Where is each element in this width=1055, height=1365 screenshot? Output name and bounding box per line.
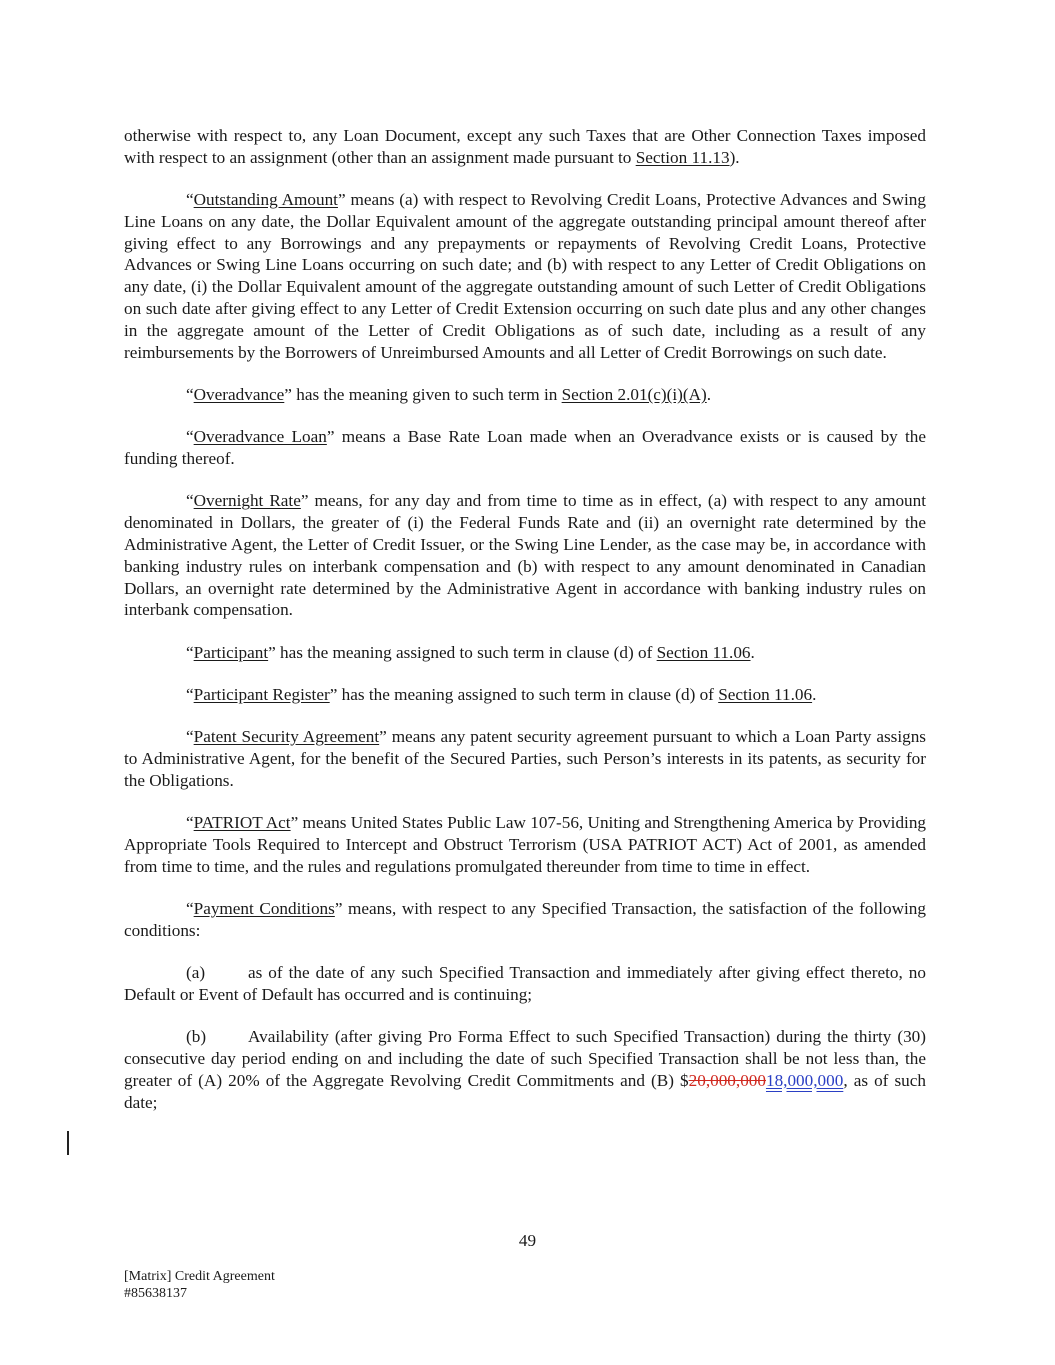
section-reference: Section 11.13: [635, 147, 730, 167]
open-quote: “: [186, 813, 194, 833]
deleted-text: 20,000,000: [688, 1070, 766, 1090]
open-quote: “: [186, 384, 194, 404]
clause-text: , as of such date;: [124, 1070, 926, 1112]
definition-text: ” has the meaning assigned to such term in clause (d) of: [329, 684, 719, 704]
clause-number: (b): [186, 1027, 207, 1047]
clause-text: as of the date of any such Specified Transaction and immediately after giving effect thereto, no Default or Event of Default has occurred and is continuing;: [124, 963, 926, 1004]
definition-text: ” means (a) with respect to Revolving Credit Loans, Protective Advances and Swing Line Loans on any date, the Dollar Equivalent amount of the aggregate outstanding principal amount thereof after giving effect to any Borrowings and any prepayments or repayments of Revolving Credit Loans, Protective Advances or Swing Line Loans occurring on such date; and (b) with respect to any Letter of Credit Obligations on any date, (i) the Dollar Equivalent amount of the aggregate outstanding amount of such Letter of Credit Obligations on such date after giving effect to any Letter of Credit Extension occurring on such date plus and any other changes in the aggregate amount of the Letter of Credit Obligations as of such date, including as a result of any reimbursements by the Borrowers of Unreimbursed Amounts and all Letter of Credit Borrowings on such date.: [124, 190, 926, 362]
definition-participant: [124, 642, 926, 664]
definition-text: ” has the meaning given to such term in: [284, 384, 562, 404]
definition-outstanding-amount: [124, 189, 926, 363]
definition-text: .: [750, 642, 755, 662]
inserted-text: 18,000,000: [765, 1070, 844, 1090]
definition-text: ” means United States Public Law 107-56, Uniting and Strengthening America by Providing Appropriate Tools Required to Intercept and Obstruct Terrorism (USA PATRIOT ACT) Act of 2001, as amended from time to time, and the rules and regulations promulgated thereunder from time to time in effect.: [124, 813, 927, 876]
definition-patent-security-agreement: [124, 726, 926, 791]
clause-text: Availability (after giving Pro Forma Effect to such Specified Transaction) during the thirty (30) consecutive day period ending on and including the date of such Specified Transaction shall be not less than, the greater of (A) 20% of the Aggregate Revolving Credit Commitments and (B) $: [124, 1027, 926, 1090]
section-reference: Section 11.06: [656, 642, 751, 662]
footer-title: [Matrix] Credit Agreement: [124, 1269, 275, 1284]
defined-term: Overadvance Loan: [193, 427, 327, 447]
definition-overadvance-loan: [124, 426, 926, 470]
paragraph-text: ).: [729, 147, 740, 167]
definition-text: .: [706, 384, 712, 404]
definition-text: ” means any patent security agreement pursuant to which a Loan Party assigns to Administrative Agent, for the benefit of the Secured Parties, such Person’s interests in its patents, as security for the Obligations.: [124, 727, 926, 790]
definition-patriot-act: [124, 812, 926, 877]
page-number: 49: [518, 1231, 537, 1250]
defined-term: Patent Security Agreement: [193, 727, 380, 747]
open-quote: “: [186, 427, 194, 447]
defined-term: Participant: [193, 642, 269, 662]
change-bar: [67, 1131, 69, 1155]
open-quote: “: [186, 899, 194, 919]
open-quote: “: [186, 642, 194, 662]
definition-payment-conditions: [124, 898, 926, 942]
footer-document-id: #85638137: [124, 1286, 187, 1301]
definition-text: ” has the meaning assigned to such term in clause (d) of: [268, 642, 657, 662]
definition-text: ” means, for any day and from time to time as in effect, (a) with respect to any amount denominated in Dollars, the greater of (i) the Federal Funds Rate and (ii) an overnight rate determined by the Administrative Agent, the Letter of Credit Issuer, or the Swing Line Lender, as the case may be, in accordance with banking industry rules on interbank compensation and (b) with respect to any amount denominated in Canadian Dollars, an overnight rate determined by the Administrative Agent in accordance with banking industry rules on interbank compensation.: [124, 491, 926, 620]
definition-text: ” means a Base Rate Loan made when an Overadvance exists or is caused by the funding thereof.: [124, 427, 926, 469]
definition-text: ” means, with respect to any Specified Transaction, the satisfaction of the following conditions:: [124, 899, 926, 940]
paragraph-continuation: [124, 125, 926, 169]
section-reference: Section 11.06: [718, 684, 813, 704]
document-footer: [124, 1268, 275, 1302]
section-reference: Section 2.01(c)(i)(A): [561, 384, 707, 404]
defined-term: Payment Conditions: [193, 899, 335, 919]
open-quote: “: [186, 190, 194, 210]
defined-term: Participant Register: [193, 684, 330, 704]
definition-text: .: [812, 684, 817, 704]
defined-term: Overadvance: [193, 384, 285, 404]
definition-participant-register: [124, 684, 926, 706]
clause-b: [124, 1026, 926, 1113]
open-quote: “: [186, 684, 194, 704]
paragraph-text: otherwise with respect to, any Loan Document, except any such Taxes that are Other Connection Taxes imposed with respect to an assignment (other than an assignment made pursuant to: [124, 126, 926, 167]
clause-a: [124, 962, 926, 1006]
open-quote: “: [186, 727, 194, 747]
document-body: [124, 125, 926, 1134]
defined-term: Outstanding Amount: [193, 190, 338, 210]
clause-number: (a): [186, 963, 206, 983]
open-quote: “: [186, 491, 194, 511]
definition-overnight-rate: [124, 490, 926, 621]
defined-term: Overnight Rate: [193, 491, 301, 511]
definition-overadvance: [124, 384, 926, 406]
defined-term: PATRIOT Act: [193, 813, 291, 833]
